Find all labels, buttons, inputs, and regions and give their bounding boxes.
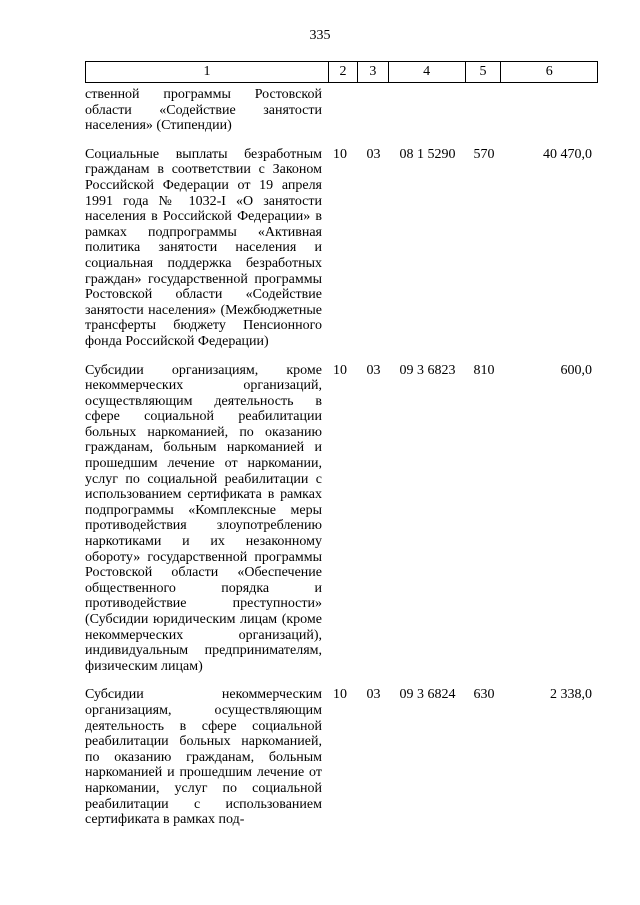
row-section: 10 — [333, 687, 347, 703]
table-header-row — [85, 61, 598, 83]
row-target-code: 08 1 5290 — [399, 146, 456, 162]
column-header-5: 5 — [466, 62, 502, 82]
column-header-4: 4 — [389, 62, 466, 82]
row-section: 10 — [333, 146, 347, 162]
row-description: Субсидии организациям, кроме некоммерческих организаций, осуществляющим деятельность в сфере социальной реабилитации больных наркоманией, по оказанию гражданам, больным наркоманией и прошедшим лечение от наркомании, услуг по социальной реабилитации с использованием сертификата в рамках подпрограммы «Комплексные меры противодействия злоупотреблению наркотиками и их незаконному обороту» государственной программы Ростовской области «Обеспечение общественного порядка и противодействие преступности» (Субсидии юридическим лицам (кроме некоммерческих организаций), индивидуальным предпринимателям, физическим лицам) — [85, 362, 322, 674]
column-header-2: 2 — [329, 62, 358, 82]
row-amount: 600,0 — [560, 362, 592, 378]
row-target-code — [389, 87, 466, 134]
table-row — [85, 687, 598, 827]
row-subsection: 03 — [366, 687, 381, 703]
column-header-1: 1 — [86, 62, 329, 82]
row-expense-type: 630 — [473, 687, 495, 703]
column-header-6: 6 — [545, 64, 553, 79]
page-number: 335 — [309, 28, 331, 43]
row-subsection: 03 — [366, 362, 381, 378]
table-row — [85, 363, 598, 675]
row-section: 10 — [333, 362, 347, 378]
column-header-3: 3 — [358, 62, 389, 82]
row-target-code: 09 3 6824 — [399, 687, 456, 703]
row-description: Социальные выплаты безработным гражданам в соответствии с Законом Российской Федерации от 19 апреля 1991 года № 1032-I «О занятости населения в Российской Федерации» в рамках подпрограммы «Активная политика занятости населения и социальная поддержка безработных граждан» государственной программы Ростовской области «Содействие занятости населения» (Межбюджетные трансферты бюджету Пенсионного фонда Российской Федерации) — [85, 146, 322, 349]
row-amount: 2 338,0 — [550, 687, 592, 703]
row-section — [322, 87, 358, 134]
row-description: ственной программы Ростовской области «Содействие занятости населения» (Стипендии) — [85, 87, 322, 134]
row-expense-type: 810 — [473, 362, 495, 378]
row-amount — [502, 87, 598, 134]
row-amount: 40 470,0 — [543, 146, 592, 162]
table-body — [85, 87, 598, 841]
row-expense-type — [466, 87, 502, 134]
table-row — [85, 87, 598, 134]
row-expense-type: 570 — [473, 146, 495, 162]
row-description: Субсидии некоммерческим организациям, осуществляющим деятельность в сфере социальной реабилитации больных наркоманией, по оказанию гражданам, больным наркоманией и прошедшим лечение от наркомании, услуг по социальной реабилитации с использованием сертификата в рамках под- — [85, 687, 322, 828]
row-subsection: 03 — [366, 146, 381, 162]
table-row — [85, 147, 598, 350]
row-target-code: 09 3 6823 — [399, 362, 456, 378]
row-subsection — [358, 87, 389, 134]
